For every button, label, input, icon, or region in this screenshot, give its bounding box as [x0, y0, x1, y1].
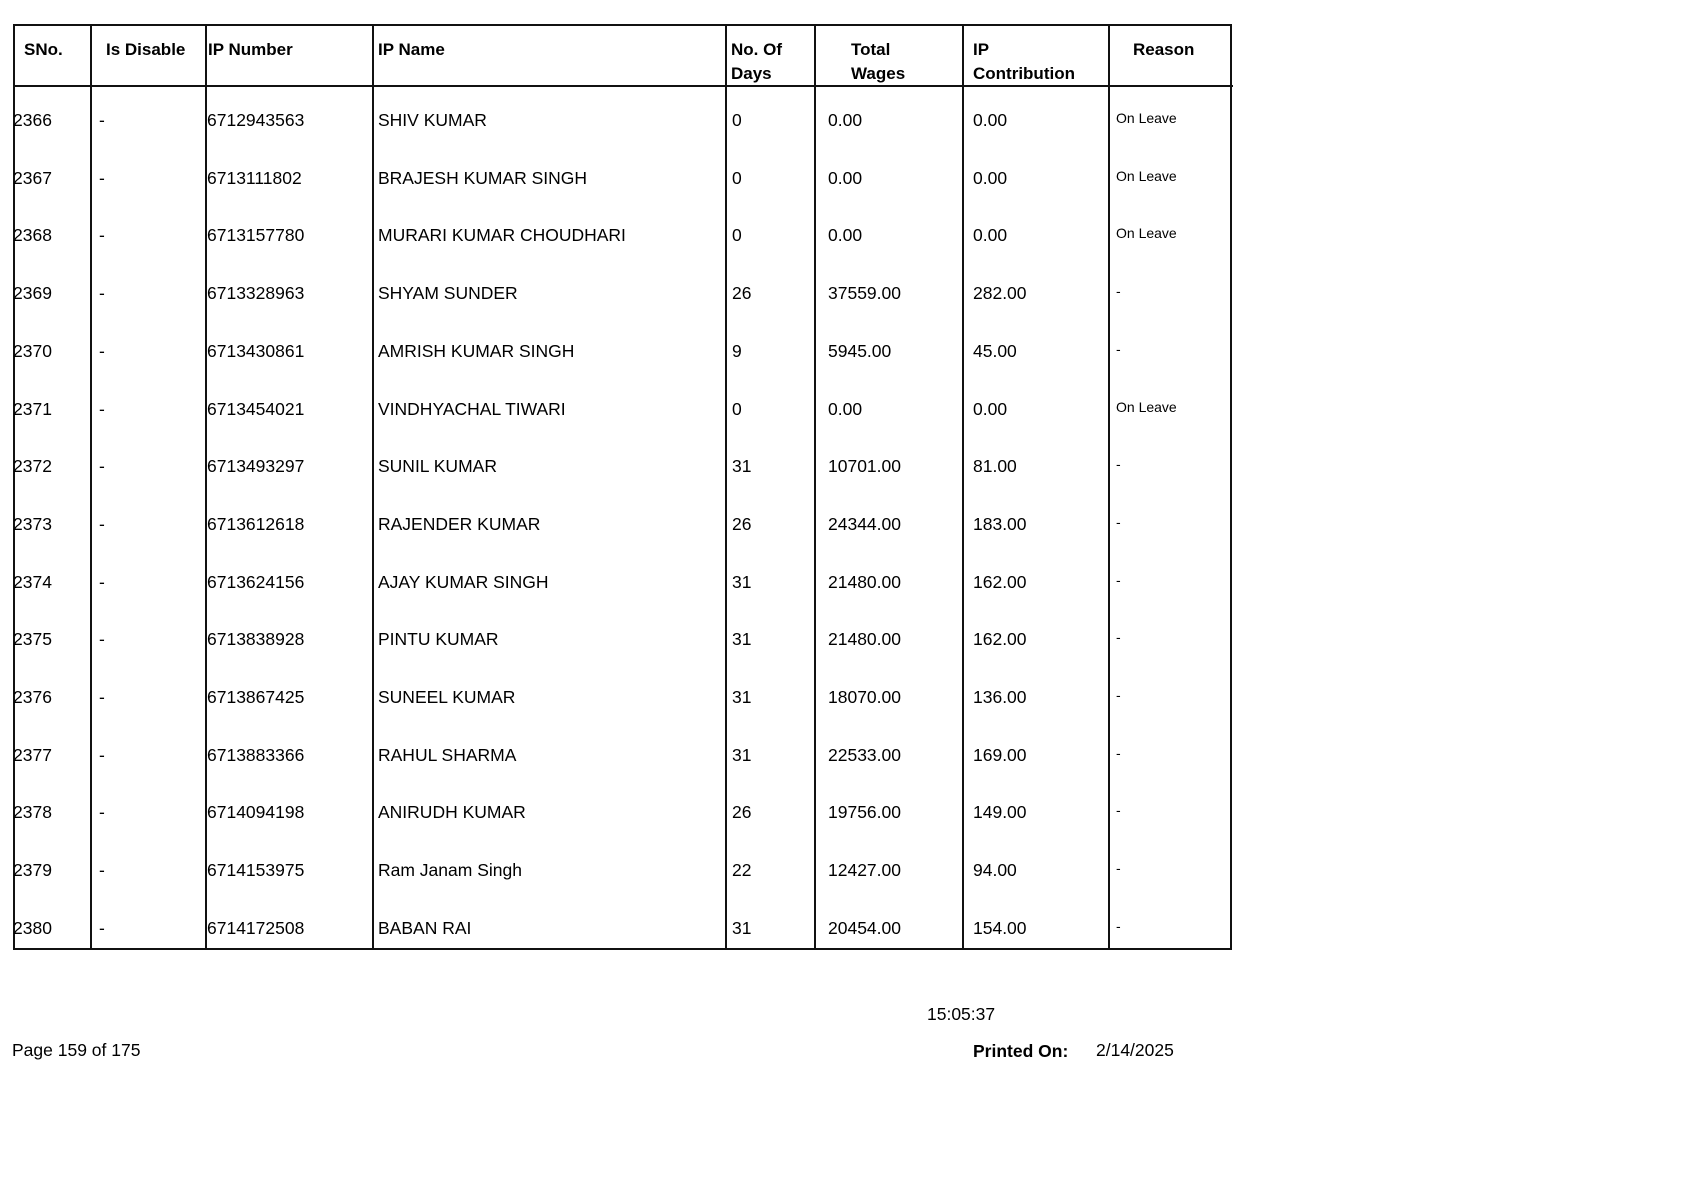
cell-ip-number: 6714153975 [207, 860, 305, 881]
cell-ip-name: RAHUL SHARMA [378, 744, 517, 765]
cell-contribution: 183.00 [973, 513, 1027, 534]
cell-ip-name: SUNIL KUMAR [378, 456, 497, 477]
cell-contribution: 282.00 [973, 283, 1027, 304]
cell-ip-number: 6713111802 [207, 167, 302, 188]
cell-is-disable: - [99, 687, 105, 707]
cell-ip-name: SHYAM SUNDER [378, 283, 518, 304]
header-contrib-line1: IP [973, 40, 990, 59]
cell-ip-number: 6713867425 [207, 687, 305, 707]
table-row [15, 436, 1230, 494]
cell-ip-name: SHIV KUMAR [378, 110, 487, 130]
cell-contribution: 154.00 [973, 917, 1027, 938]
cell-ip-name: BRAJESH KUMAR SINGH [378, 167, 588, 188]
cell-wages: 21480.00 [828, 571, 901, 592]
cell-days: 31 [732, 629, 752, 650]
cell-contribution: 136.00 [973, 687, 1027, 707]
cell-is-disable: - [99, 629, 105, 650]
cell-ip-name: SUNEEL KUMAR [378, 687, 516, 707]
cell-reason: - [1116, 744, 1121, 761]
cell-sno: 2374 [13, 571, 52, 592]
cell-is-disable: - [99, 340, 105, 361]
cell-days: 0 [732, 167, 742, 188]
cell-days: 31 [732, 456, 752, 477]
cell-wages: 12427.00 [828, 860, 901, 881]
cell-sno: 2379 [13, 860, 52, 881]
table-row [15, 379, 1230, 437]
cell-ip-name: BABAN RAI [378, 917, 472, 938]
cell-is-disable: - [99, 744, 105, 765]
table-row [15, 898, 1230, 956]
table-row [15, 494, 1230, 552]
cell-ip-number: 6714172508 [207, 917, 305, 938]
cell-wages: 37559.00 [828, 283, 901, 304]
cell-contribution: 169.00 [973, 744, 1027, 765]
printed-on-label: Printed On: [973, 1041, 1069, 1061]
cell-days: 31 [732, 687, 752, 707]
cell-wages: 10701.00 [828, 456, 901, 477]
header-wages-line1: Total [851, 40, 891, 59]
cell-is-disable: - [99, 110, 105, 130]
cell-contribution: 45.00 [973, 340, 1017, 361]
printed-time: 15:05:37 [927, 1004, 996, 1024]
cell-is-disable: - [99, 802, 105, 823]
table-row [15, 205, 1230, 263]
cell-ip-number: 6713838928 [207, 629, 305, 650]
cell-contribution: 0.00 [973, 110, 1008, 130]
cell-reason: On Leave [1116, 110, 1177, 126]
table-row [15, 725, 1230, 783]
cell-ip-name: AJAY KUMAR SINGH [378, 571, 549, 592]
cell-days: 31 [732, 744, 752, 765]
cell-days: 26 [732, 283, 752, 304]
cell-is-disable: - [99, 513, 105, 534]
cell-reason: - [1116, 340, 1121, 357]
header-total-wages [851, 38, 905, 86]
cell-sno: 2375 [13, 629, 52, 650]
cell-reason: - [1116, 513, 1121, 530]
cell-is-disable: - [99, 283, 105, 304]
cell-sno: 2372 [13, 456, 52, 477]
table-row [15, 840, 1230, 898]
table-row [15, 148, 1230, 206]
cell-wages: 5945.00 [828, 340, 892, 361]
cell-days: 0 [732, 398, 742, 419]
cell-reason: - [1116, 283, 1121, 300]
cell-wages: 22533.00 [828, 744, 901, 765]
cell-sno: 2376 [13, 687, 52, 707]
cell-days: 31 [732, 917, 752, 938]
cell-sno: 2366 [13, 110, 52, 130]
cell-sno: 2367 [13, 167, 52, 188]
cell-ip-number: 6713883366 [207, 744, 305, 765]
cell-ip-name: VINDHYACHAL TIWARI [378, 398, 566, 419]
cell-contribution: 162.00 [973, 571, 1027, 592]
cell-contribution: 149.00 [973, 802, 1027, 823]
table-row [15, 782, 1230, 840]
cell-ip-name: RAJENDER KUMAR [378, 513, 541, 534]
cell-sno: 2371 [13, 398, 52, 419]
cell-is-disable: - [99, 860, 105, 881]
cell-sno: 2369 [13, 283, 52, 304]
cell-ip-name: Ram Janam Singh [378, 860, 522, 881]
cell-ip-number: 6713493297 [207, 456, 305, 477]
cell-ip-number: 6713157780 [207, 225, 305, 246]
cell-ip-number: 6713454021 [207, 398, 305, 419]
cell-wages: 0.00 [828, 225, 863, 246]
cell-days: 0 [732, 225, 742, 246]
cell-days: 26 [732, 802, 752, 823]
cell-wages: 20454.00 [828, 917, 901, 938]
cell-contribution: 0.00 [973, 398, 1008, 419]
cell-ip-number: 6713328963 [207, 283, 305, 304]
header-is-disable: Is Disable [106, 40, 186, 59]
cell-is-disable: - [99, 917, 105, 938]
cell-contribution: 0.00 [973, 225, 1008, 246]
cell-reason: - [1116, 571, 1121, 588]
cell-reason: - [1116, 629, 1121, 646]
cell-days: 31 [732, 571, 752, 592]
cell-ip-number: 6713430861 [207, 340, 305, 361]
cell-is-disable: - [99, 225, 105, 246]
table-row [15, 609, 1230, 667]
cell-sno: 2373 [13, 513, 52, 534]
cell-reason: - [1116, 860, 1121, 877]
cell-sno: 2378 [13, 802, 52, 823]
cell-sno: 2370 [13, 340, 52, 361]
cell-contribution: 0.00 [973, 167, 1008, 188]
cell-ip-number: 6712943563 [207, 110, 305, 130]
cell-ip-name: ANIRUDH KUMAR [378, 802, 526, 823]
cell-days: 26 [732, 513, 752, 534]
header-ip-contribution [973, 38, 1075, 86]
cell-ip-number: 6714094198 [207, 802, 305, 823]
header-wages-line2: Wages [851, 64, 906, 83]
cell-wages: 0.00 [828, 398, 863, 419]
cell-wages: 24344.00 [828, 513, 901, 534]
cell-sno: 2380 [13, 917, 52, 938]
cell-wages: 0.00 [828, 110, 863, 130]
cell-ip-name: PINTU KUMAR [378, 629, 499, 650]
header-ip-name: IP Name [378, 40, 445, 59]
cell-contribution: 81.00 [973, 456, 1017, 477]
cell-reason: - [1116, 456, 1121, 473]
page-number: Page 159 of 175 [12, 1040, 141, 1060]
cell-reason: - [1116, 802, 1121, 819]
cell-wages: 19756.00 [828, 802, 901, 823]
cell-reason: - [1116, 917, 1121, 934]
cell-wages: 21480.00 [828, 629, 901, 650]
table-row [15, 321, 1230, 379]
cell-reason: On Leave [1116, 398, 1177, 415]
header-sno: SNo. [24, 40, 63, 59]
cell-sno: 2377 [13, 744, 52, 765]
cell-ip-name: AMRISH KUMAR SINGH [378, 340, 575, 361]
header-contrib-line2: Contribution [973, 64, 1075, 83]
header-days-line2: Days [731, 64, 772, 83]
cell-reason: On Leave [1116, 167, 1177, 184]
table-row [15, 552, 1230, 610]
cell-is-disable: - [99, 456, 105, 477]
cell-ip-number: 6713624156 [207, 571, 305, 592]
cell-is-disable: - [99, 167, 105, 188]
table-row [15, 263, 1230, 321]
cell-sno: 2368 [13, 225, 52, 246]
cell-contribution: 162.00 [973, 629, 1027, 650]
cell-days: 0 [732, 110, 742, 130]
cell-days: 9 [732, 340, 742, 361]
report-table [13, 24, 1232, 950]
cell-ip-number: 6713612618 [207, 513, 305, 534]
cell-reason: - [1116, 687, 1121, 703]
cell-is-disable: - [99, 571, 105, 592]
cell-wages: 18070.00 [828, 687, 901, 707]
table-row [15, 667, 1230, 725]
header-days-line1: No. Of [731, 40, 782, 59]
header-days [731, 38, 782, 86]
header-ip-number: IP Number [208, 40, 293, 59]
printed-date: 2/14/2025 [1096, 1040, 1174, 1060]
cell-days: 22 [732, 860, 752, 881]
cell-contribution: 94.00 [973, 860, 1017, 881]
cell-reason: On Leave [1116, 225, 1177, 242]
cell-wages: 0.00 [828, 167, 863, 188]
table-row [15, 90, 1230, 148]
cell-is-disable: - [99, 398, 105, 419]
cell-ip-name: MURARI KUMAR CHOUDHARI [378, 225, 626, 246]
header-reason: Reason [1133, 40, 1195, 59]
